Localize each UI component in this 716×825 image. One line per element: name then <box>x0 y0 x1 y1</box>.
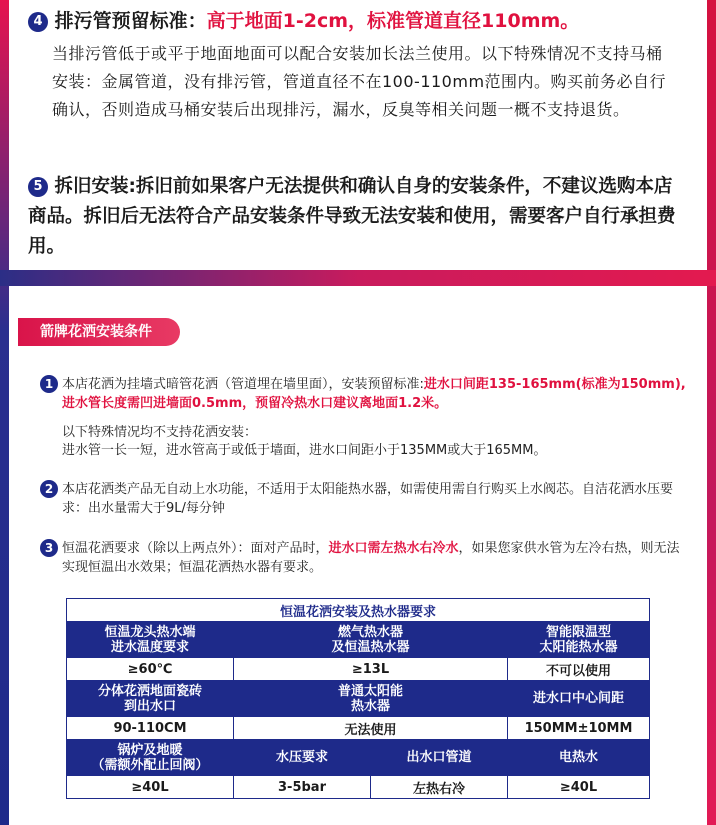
shower-item-1-plain: 本店花洒为挂墙式暗管花洒（管道埋在墙里面），安装预留标准: <box>62 377 424 392</box>
section-4-title: 排污管预留标准： <box>54 10 207 32</box>
shower-section-tag: 箭牌花洒安装条件 <box>18 318 180 346</box>
table-value-cell: 90-110CM <box>67 717 234 740</box>
shower-item-1-text <box>62 375 690 413</box>
table-value-cell: ≥40L <box>508 776 650 799</box>
table-header-cell: 水压要求 <box>234 740 371 776</box>
table-value-cell: 不可以使用 <box>508 658 650 681</box>
table-value-cell: 无法使用 <box>234 717 508 740</box>
table-header-cell: 普通太阳能 热水器 <box>234 681 508 717</box>
shower-item-3-highlight: 进水口需左热水右冷水 <box>328 541 459 556</box>
table-header-cell: 锅炉及地暖 （需额外配止回阀） <box>67 740 234 776</box>
section-5-paragraph <box>28 172 678 262</box>
shower-item-1-highlight: 进水口间距135-165mm(标准为150mm),进水管长度需凹进墙面0.5mm，预留冷热水口建议离地面1.2米。 <box>62 377 686 411</box>
table-value-cell: 左热右冷 <box>371 776 508 799</box>
table-header-cell: 分体花洒地面瓷砖 到出水口 <box>67 681 234 717</box>
section-4-body: 当排污管低于或平于地面地面可以配合安装加长法兰使用。以下特殊情况不支持马桶安装：金属管道，没有排污管，管道直径不在100-110mm范围内。购买前务必自行确认，否则造成马桶安装后出现排污，漏水，反臭等相关问题一概不支持退货。 <box>52 44 667 119</box>
table-value-cell: ≥60℃ <box>67 658 234 681</box>
table-header-cell: 智能限温型 太阳能热水器 <box>508 622 650 658</box>
shower-item-3-plain-b: ，如果您家供水管为左冷右热，则无法实现恒温出水效果；恒温花洒热水器有要求。 <box>62 541 680 575</box>
number-badge-3: 3 <box>40 539 58 557</box>
shower-requirements-table <box>66 598 650 799</box>
shower-item-2 <box>40 480 690 518</box>
section-4-heading <box>28 6 579 33</box>
left-accent-bar <box>0 0 9 825</box>
shower-item-3-text <box>62 539 690 577</box>
number-badge-4: 4 <box>28 12 48 32</box>
table-value-cell: 150MM±10MM <box>508 717 650 740</box>
number-badge-1: 1 <box>40 375 58 393</box>
note-line-2: 进水管一长一短，进水管高于或低于墙面，进水口间距小于135MM或大于165MM。 <box>62 443 547 458</box>
section-4-title-highlight: 高于地面1-2cm，标准管道直径110mm。 <box>206 10 580 32</box>
right-accent-bar <box>707 0 716 825</box>
table-header-cell: 电热水 <box>508 740 650 776</box>
table-header-cell: 出水口管道 <box>371 740 508 776</box>
table-header-cell: 燃气热水器 及恒温热水器 <box>234 622 508 658</box>
table-value-cell: 3-5bar <box>234 776 371 799</box>
shower-item-2-text: 本店花洒类产品无自动上水功能，不适用于太阳能热水器，如需使用需自行购买上水阀芯。自洁花洒水压要求：出水量需大于9L/每分钟 <box>62 482 674 516</box>
number-badge-2: 2 <box>40 480 58 498</box>
table-header-cell: 进水口中心间距 <box>508 681 650 717</box>
section-5-text: 拆旧安装:拆旧前如果客户无法提供和确认自身的安装条件，不建议选购本店商品。拆旧后无法符合产品安装条件导致无法安装和使用，需要客户自行承担费用。 <box>28 176 676 257</box>
shower-item-1 <box>40 375 690 413</box>
table-value-cell: ≥40L <box>67 776 234 799</box>
shower-exclusion-note <box>62 424 682 460</box>
table-value-cell: ≥13L <box>234 658 508 681</box>
table-title: 恒温花洒安装及热水器要求 <box>67 599 650 622</box>
note-line-1: 以下特殊情况均不支持花洒安装： <box>62 425 258 440</box>
number-badge-5: 5 <box>28 177 48 197</box>
shower-item-3 <box>40 539 690 577</box>
shower-item-3-plain-a: 恒温花洒要求（除以上两点外）：面对产品时， <box>62 541 329 556</box>
table-header-cell: 恒温龙头热水端 进水温度要求 <box>67 622 234 658</box>
section-divider <box>0 270 716 286</box>
